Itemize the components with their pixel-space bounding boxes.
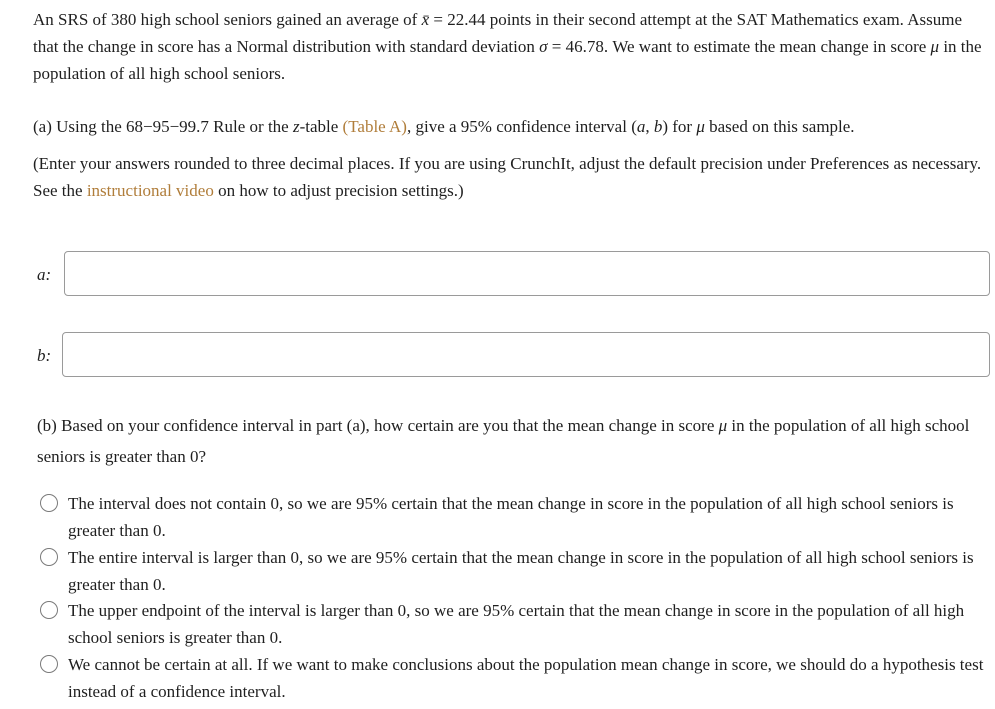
radio-button[interactable] bbox=[40, 655, 58, 673]
table-a-link[interactable]: (Table A) bbox=[342, 117, 407, 136]
part-b-question: (b) Based on your confidence interval in part (a), how certain are you that the mean change in score μ in the population of all high school seniors is greater than 0? bbox=[37, 416, 970, 466]
radio-button[interactable] bbox=[40, 548, 58, 566]
problem-statement: An SRS of 380 high school seniors gained an average of x̄ = 22.44 points in their second attempt at the SAT Mathematics exam. Assume that the change in score has a Normal distribution with standard deviation σ = 46.78. We want to estimate the mean change in score μ in the population of all high school seniors. bbox=[33, 10, 982, 83]
xbar-symbol: x̄ bbox=[421, 10, 430, 29]
precision-note: (Enter your answers rounded to three decimal places. If you are using CrunchIt, adjust the default precision under Preferences as necessary. See the instructional video on how to adjust precision settings.) bbox=[33, 154, 982, 200]
mu-symbol: μ bbox=[930, 37, 940, 56]
part-a-question: (a) Using the 68−95−99.7 Rule or the z-table (Table A), give a 95% confidence interval (a, b) for μ based on this sample. bbox=[33, 117, 855, 136]
instructional-video-link[interactable]: instructional video bbox=[86, 181, 214, 200]
radio-button[interactable] bbox=[40, 494, 58, 512]
sigma-symbol: σ bbox=[539, 37, 548, 56]
answer-b-input[interactable] bbox=[62, 332, 990, 377]
answer-b-label: b: bbox=[37, 346, 52, 365]
radio-button[interactable] bbox=[40, 601, 58, 619]
option-4-text: We cannot be certain at all. If we want to make conclusions about the population mean change in score, we should do a hypothesis test instead of a confidence interval. bbox=[68, 655, 984, 701]
answer-a-input[interactable] bbox=[64, 251, 990, 296]
option-2-text: The entire interval is larger than 0, so we are 95% certain that the mean change in score in the population of all high school seniors is greater than 0. bbox=[68, 548, 974, 594]
answer-a-label: a: bbox=[37, 265, 52, 284]
option-1-text: The interval does not contain 0, so we are 95% certain that the mean change in score in the population of all high school seniors is greater than 0. bbox=[68, 494, 954, 540]
option-3-text: The upper endpoint of the interval is larger than 0, so we are 95% certain that the mean change in score in the population of all high school seniors is greater than 0. bbox=[68, 601, 965, 647]
